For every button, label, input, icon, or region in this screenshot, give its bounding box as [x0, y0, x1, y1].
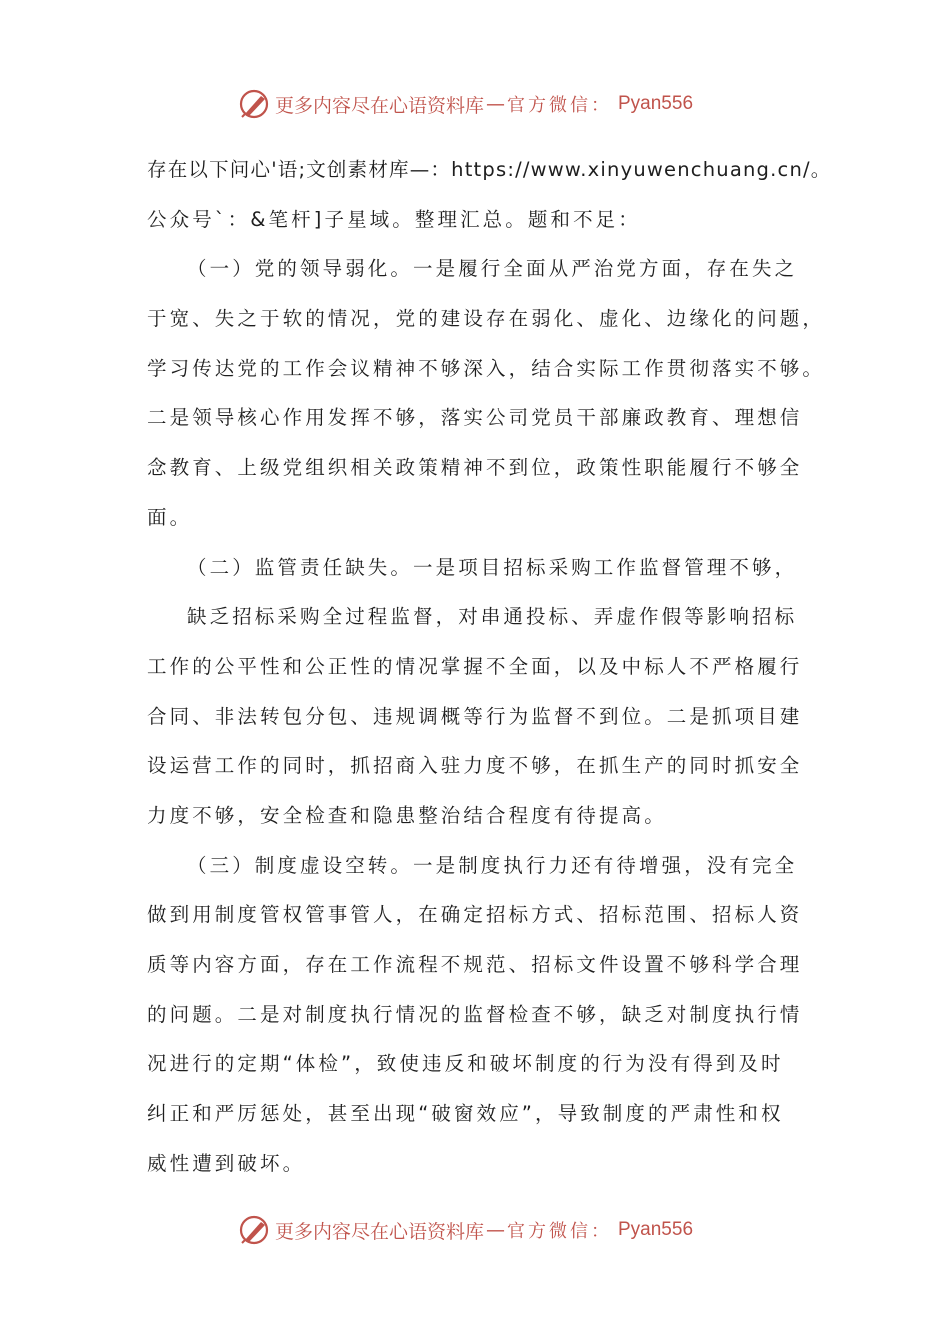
text-line: 的问题。二是对制度执行情况的监督检查不够，缺乏对制度执行情 — [147, 1002, 803, 1026]
text-line: 工作的公平性和公正性的情况掌握不全面，以及中标人不严格履行 — [147, 654, 803, 678]
text-line: 二是领导核心作用发挥不够，落实公司党员干部廉政教育、理想信 — [147, 406, 803, 430]
text-line: 合同、非法转包分包、违规调概等行为监督不到位。二是抓项目建 — [147, 704, 803, 728]
pen-logo-icon — [237, 87, 271, 121]
text-line: 威性遭到破坏。 — [147, 1151, 306, 1175]
banner-label: 官方微信： — [507, 95, 612, 116]
text-line: 念教育、上级党组织相关政策精神不到位，政策性职能履行不够全 — [147, 456, 803, 480]
text-line: 做到用制度管权管事管人，在确定招标方式、招标范围、招标人资 — [147, 903, 803, 927]
footer-banner — [0, 1210, 950, 1250]
text-line: 公众号`：&笔杆]子星域。整理汇总。题和不足： — [147, 207, 641, 231]
text-line: 纠正和严厉惩处，甚至出现“破窗效应”，导致制度的严肃性和权 — [147, 1102, 784, 1126]
text-line: 设运营工作的同时，抓招商入驻力度不够，在抓生产的同时抓安全 — [147, 754, 803, 778]
banner-text: 更多内容尽在心语资料库 — [274, 1220, 484, 1243]
banner-dash: — — [486, 1219, 505, 1241]
section-heading-line: （三）制度虚设空转。一是制度执行力还有待增强，没有完全 — [187, 853, 798, 877]
text-line: 存在以下问心'语;文创素材库—：https://www.xinyuwenchuang.cn/。 — [147, 158, 832, 181]
banner-label: 官方微信： — [507, 1221, 612, 1242]
text-line: 面。 — [147, 505, 193, 529]
section-heading-line: （二）监管责任缺失。一是项目招标采购工作监督管理不够， — [187, 555, 798, 579]
text-line: 学习传达党的工作会议精神不够深入，结合实际工作贯彻落实不够。 — [147, 356, 826, 380]
text-line: 况进行的定期“体检”，致使违反和破坏制度的行为没有得到及时 — [147, 1052, 784, 1076]
text-line: 缺乏招标采购全过程监督，对串通投标、弄虚作假等影响招标 — [187, 605, 798, 629]
text-line: 力度不够，安全检查和隐患整治结合程度有待提高。 — [147, 803, 667, 827]
header-banner — [0, 84, 950, 124]
banner-wechat-id: Pyan556 — [618, 1219, 694, 1240]
text-line: 于宽、失之于软的情况，党的建设存在弱化、虚化、边缘化的问题， — [147, 307, 826, 331]
text-line: 质等内容方面，存在工作流程不规范、招标文件设置不够科学合理 — [147, 953, 803, 976]
banner-wechat-id: Pyan556 — [618, 93, 694, 114]
section-heading-line: （一）党的领导弱化。一是履行全面从严治党方面，存在失之 — [187, 257, 798, 281]
banner-dash: — — [486, 93, 505, 115]
document-body — [147, 145, 832, 1188]
pen-logo-icon — [237, 1213, 271, 1247]
banner-text: 更多内容尽在心语资料库 — [274, 94, 484, 117]
